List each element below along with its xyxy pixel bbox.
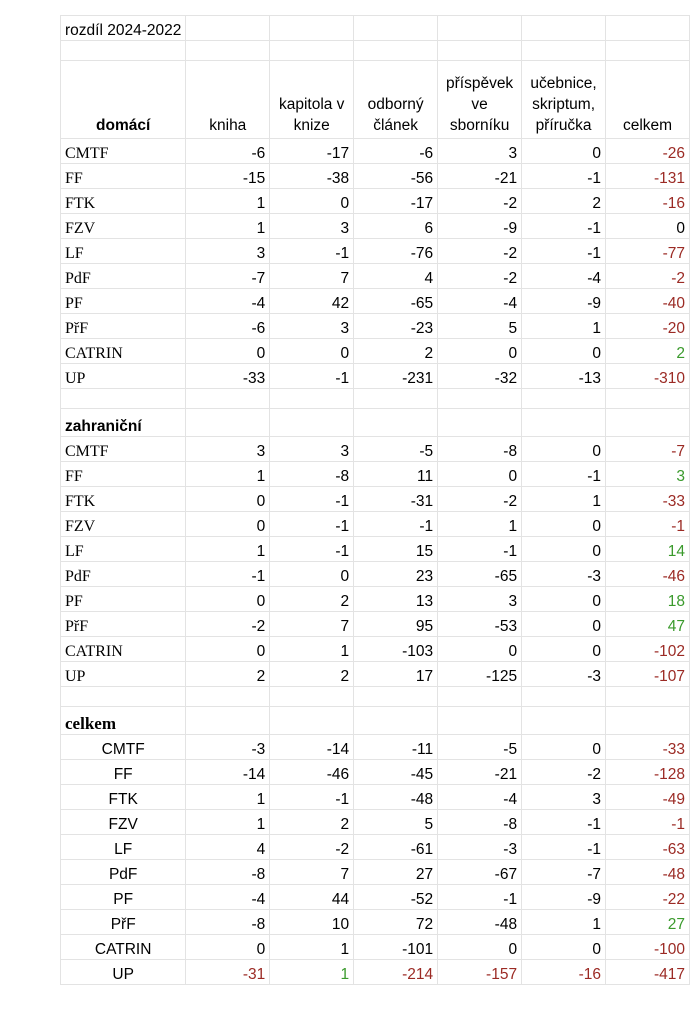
table-row <box>61 487 690 512</box>
column-header-textbook: učebnice, skriptum, příručka <box>522 61 606 139</box>
table-row <box>61 562 690 587</box>
value-cell: -53 <box>438 612 522 637</box>
value-cell: 0 <box>270 339 354 364</box>
value-cell: -101 <box>354 935 438 960</box>
row-label: FZV <box>61 512 186 537</box>
value-cell: -2 <box>270 835 354 860</box>
value-cell: -48 <box>354 785 438 810</box>
value-cell: 0 <box>438 637 522 662</box>
row-label: FF <box>61 462 186 487</box>
section-heading-foreign: zahraniční <box>61 409 186 437</box>
value-cell: -4 <box>438 785 522 810</box>
value-cell: -46 <box>270 760 354 785</box>
value-cell: 1 <box>270 960 354 985</box>
column-header-book: kniha <box>186 61 270 139</box>
value-cell: 1 <box>522 314 606 339</box>
total-cell: -49 <box>606 785 690 810</box>
table-row <box>61 512 690 537</box>
table-row <box>61 960 690 985</box>
value-cell: 1 <box>186 214 270 239</box>
total-cell: -128 <box>606 760 690 785</box>
row-label: CATRIN <box>61 637 186 662</box>
value-cell: 0 <box>438 462 522 487</box>
value-cell: -231 <box>354 364 438 389</box>
table-row <box>61 437 690 462</box>
value-cell: -8 <box>438 810 522 835</box>
value-cell: 1 <box>186 189 270 214</box>
total-cell: -7 <box>606 437 690 462</box>
sheet-title: rozdíl 2024-2022 <box>61 16 186 41</box>
row-label: CMTF <box>61 139 186 164</box>
total-cell: -1 <box>606 810 690 835</box>
value-cell: -3 <box>522 562 606 587</box>
value-cell: 1 <box>186 462 270 487</box>
value-cell: -6 <box>186 314 270 339</box>
value-cell: 1 <box>186 810 270 835</box>
value-cell: 4 <box>186 835 270 860</box>
total-cell: -22 <box>606 885 690 910</box>
value-cell: -9 <box>522 885 606 910</box>
value-cell: -5 <box>438 735 522 760</box>
value-cell: -1 <box>270 785 354 810</box>
total-cell: -100 <box>606 935 690 960</box>
total-cell: -46 <box>606 562 690 587</box>
column-header-book-chapter: kapitola v knize <box>270 61 354 139</box>
table-row <box>61 612 690 637</box>
value-cell: 44 <box>270 885 354 910</box>
row-label: UP <box>61 960 186 985</box>
value-cell: 1 <box>186 785 270 810</box>
value-cell: -31 <box>186 960 270 985</box>
value-cell: 0 <box>522 437 606 462</box>
value-cell: -1 <box>354 512 438 537</box>
value-cell: -2 <box>438 239 522 264</box>
value-cell: 17 <box>354 662 438 687</box>
row-label: PřF <box>61 612 186 637</box>
value-cell: -1 <box>270 487 354 512</box>
value-cell: -5 <box>354 437 438 462</box>
value-cell: 0 <box>522 139 606 164</box>
table-row <box>61 935 690 960</box>
value-cell: -2 <box>186 612 270 637</box>
value-cell: 2 <box>270 587 354 612</box>
total-cell: -16 <box>606 189 690 214</box>
value-cell: 1 <box>270 935 354 960</box>
value-cell: 2 <box>270 810 354 835</box>
value-cell: -1 <box>522 214 606 239</box>
total-cell: 14 <box>606 537 690 562</box>
row-label: PdF <box>61 860 186 885</box>
table-row <box>61 885 690 910</box>
table-row <box>61 637 690 662</box>
value-cell: 3 <box>186 437 270 462</box>
value-cell: 11 <box>354 462 438 487</box>
total-cell: -33 <box>606 487 690 512</box>
spacer-row <box>61 41 690 61</box>
value-cell: -52 <box>354 885 438 910</box>
value-cell: 7 <box>270 264 354 289</box>
table-row <box>61 314 690 339</box>
value-cell: 7 <box>270 612 354 637</box>
value-cell: 0 <box>522 587 606 612</box>
value-cell: -1 <box>186 562 270 587</box>
value-cell: 95 <box>354 612 438 637</box>
total-cell: 27 <box>606 910 690 935</box>
total-cell: -417 <box>606 960 690 985</box>
value-cell: -1 <box>270 364 354 389</box>
value-cell: 3 <box>270 314 354 339</box>
total-cell: 18 <box>606 587 690 612</box>
row-label: PF <box>61 289 186 314</box>
value-cell: 10 <box>270 910 354 935</box>
row-label: CATRIN <box>61 935 186 960</box>
row-label: FF <box>61 164 186 189</box>
row-label: LF <box>61 537 186 562</box>
spacer-row <box>61 687 690 707</box>
value-cell: 0 <box>270 562 354 587</box>
table-row <box>61 264 690 289</box>
total-cell: -20 <box>606 314 690 339</box>
row-label: LF <box>61 835 186 860</box>
section-heading-row <box>61 409 690 437</box>
row-label: FZV <box>61 214 186 239</box>
value-cell: -1 <box>270 537 354 562</box>
value-cell: -1 <box>270 239 354 264</box>
table-row <box>61 835 690 860</box>
value-cell: 4 <box>354 264 438 289</box>
value-cell: -125 <box>438 662 522 687</box>
table-row <box>61 785 690 810</box>
value-cell: -1 <box>522 164 606 189</box>
value-cell: 0 <box>186 339 270 364</box>
row-label: FTK <box>61 785 186 810</box>
total-cell: -310 <box>606 364 690 389</box>
value-cell: -32 <box>438 364 522 389</box>
spacer-row <box>61 389 690 409</box>
value-cell: -6 <box>186 139 270 164</box>
table-row <box>61 289 690 314</box>
total-cell: 3 <box>606 462 690 487</box>
value-cell: 0 <box>522 537 606 562</box>
total-cell: -77 <box>606 239 690 264</box>
value-cell: 1 <box>522 910 606 935</box>
value-cell: -7 <box>186 264 270 289</box>
value-cell: -14 <box>186 760 270 785</box>
row-label: UP <box>61 364 186 389</box>
value-cell: 0 <box>522 612 606 637</box>
total-cell: -26 <box>606 139 690 164</box>
row-label: FF <box>61 760 186 785</box>
value-cell: 0 <box>186 637 270 662</box>
value-cell: -31 <box>354 487 438 512</box>
row-label: FTK <box>61 487 186 512</box>
value-cell: 0 <box>438 935 522 960</box>
value-cell: 1 <box>186 537 270 562</box>
value-cell: -3 <box>438 835 522 860</box>
value-cell: 5 <box>354 810 438 835</box>
value-cell: -16 <box>522 960 606 985</box>
total-cell: -107 <box>606 662 690 687</box>
value-cell: -65 <box>438 562 522 587</box>
value-cell: 72 <box>354 910 438 935</box>
table-row <box>61 189 690 214</box>
value-cell: 6 <box>354 214 438 239</box>
value-cell: 1 <box>522 487 606 512</box>
value-cell: -17 <box>354 189 438 214</box>
value-cell: -65 <box>354 289 438 314</box>
value-cell: 0 <box>522 339 606 364</box>
row-label: PdF <box>61 264 186 289</box>
value-cell: -2 <box>522 760 606 785</box>
value-cell: 27 <box>354 860 438 885</box>
total-cell: -1 <box>606 512 690 537</box>
total-cell: 2 <box>606 339 690 364</box>
value-cell: -157 <box>438 960 522 985</box>
table-row <box>61 760 690 785</box>
value-cell: 0 <box>270 189 354 214</box>
value-cell: 23 <box>354 562 438 587</box>
value-cell: -4 <box>186 289 270 314</box>
value-cell: -56 <box>354 164 438 189</box>
section-heading-domestic: domácí <box>61 61 186 139</box>
value-cell: -6 <box>354 139 438 164</box>
value-cell: -2 <box>438 189 522 214</box>
table-row <box>61 735 690 760</box>
value-cell: -45 <box>354 760 438 785</box>
value-cell: 3 <box>270 437 354 462</box>
table-row <box>61 910 690 935</box>
total-cell: -33 <box>606 735 690 760</box>
value-cell: -4 <box>522 264 606 289</box>
value-cell: 2 <box>186 662 270 687</box>
row-label: FZV <box>61 810 186 835</box>
value-cell: -1 <box>270 512 354 537</box>
value-cell: -1 <box>522 835 606 860</box>
column-header-article: odborný článek <box>354 61 438 139</box>
row-label: PřF <box>61 910 186 935</box>
row-label: PF <box>61 587 186 612</box>
value-cell: 0 <box>186 935 270 960</box>
value-cell: -1 <box>522 462 606 487</box>
column-header-proceedings: příspěvek ve sborníku <box>438 61 522 139</box>
value-cell: 0 <box>522 637 606 662</box>
value-cell: -76 <box>354 239 438 264</box>
value-cell: -67 <box>438 860 522 885</box>
value-cell: -8 <box>186 910 270 935</box>
value-cell: -23 <box>354 314 438 339</box>
value-cell: 0 <box>522 735 606 760</box>
value-cell: 2 <box>522 189 606 214</box>
value-cell: 3 <box>438 139 522 164</box>
value-cell: -3 <box>522 662 606 687</box>
value-cell: 7 <box>270 860 354 885</box>
table-row <box>61 810 690 835</box>
row-label: CATRIN <box>61 339 186 364</box>
value-cell: -8 <box>186 860 270 885</box>
total-cell: 47 <box>606 612 690 637</box>
value-cell: 0 <box>186 587 270 612</box>
value-cell: 2 <box>354 339 438 364</box>
table-row <box>61 587 690 612</box>
value-cell: 2 <box>270 662 354 687</box>
header-row <box>61 61 690 139</box>
value-cell: 1 <box>270 637 354 662</box>
value-cell: -2 <box>438 487 522 512</box>
value-cell: -21 <box>438 760 522 785</box>
table-row <box>61 462 690 487</box>
value-cell: 42 <box>270 289 354 314</box>
value-cell: -33 <box>186 364 270 389</box>
value-cell: -2 <box>438 264 522 289</box>
table-row <box>61 860 690 885</box>
total-cell: -48 <box>606 860 690 885</box>
value-cell: -1 <box>438 885 522 910</box>
value-cell: -38 <box>270 164 354 189</box>
difference-table <box>60 15 690 985</box>
total-cell: -40 <box>606 289 690 314</box>
row-label: CMTF <box>61 735 186 760</box>
value-cell: -4 <box>438 289 522 314</box>
value-cell: -214 <box>354 960 438 985</box>
value-cell: 3 <box>522 785 606 810</box>
value-cell: -13 <box>522 364 606 389</box>
value-cell: 0 <box>438 339 522 364</box>
row-label: PF <box>61 885 186 910</box>
value-cell: -9 <box>522 289 606 314</box>
value-cell: 3 <box>438 587 522 612</box>
section-heading-row <box>61 707 690 735</box>
value-cell: 0 <box>186 487 270 512</box>
value-cell: -1 <box>522 239 606 264</box>
table-row <box>61 662 690 687</box>
value-cell: 13 <box>354 587 438 612</box>
value-cell: -8 <box>438 437 522 462</box>
total-cell: 0 <box>606 214 690 239</box>
value-cell: -11 <box>354 735 438 760</box>
value-cell: -1 <box>522 810 606 835</box>
value-cell: 15 <box>354 537 438 562</box>
section-heading-total: celkem <box>61 707 186 735</box>
table-row <box>61 537 690 562</box>
value-cell: -61 <box>354 835 438 860</box>
value-cell: 3 <box>186 239 270 264</box>
total-cell: -102 <box>606 637 690 662</box>
row-label: UP <box>61 662 186 687</box>
value-cell: -7 <box>522 860 606 885</box>
value-cell: 0 <box>522 935 606 960</box>
value-cell: 0 <box>522 512 606 537</box>
value-cell: -9 <box>438 214 522 239</box>
value-cell: -17 <box>270 139 354 164</box>
table-row <box>61 164 690 189</box>
row-label: PdF <box>61 562 186 587</box>
table-row <box>61 239 690 264</box>
title-row <box>61 16 690 41</box>
value-cell: -4 <box>186 885 270 910</box>
total-cell: -2 <box>606 264 690 289</box>
table-row <box>61 139 690 164</box>
table-row <box>61 339 690 364</box>
value-cell: -1 <box>438 537 522 562</box>
row-label: PřF <box>61 314 186 339</box>
value-cell: 1 <box>438 512 522 537</box>
column-header-total: celkem <box>606 61 690 139</box>
value-cell: -21 <box>438 164 522 189</box>
row-label: FTK <box>61 189 186 214</box>
row-label: LF <box>61 239 186 264</box>
value-cell: -103 <box>354 637 438 662</box>
value-cell: -3 <box>186 735 270 760</box>
value-cell: -15 <box>186 164 270 189</box>
value-cell: -8 <box>270 462 354 487</box>
total-cell: -63 <box>606 835 690 860</box>
value-cell: 0 <box>186 512 270 537</box>
value-cell: -14 <box>270 735 354 760</box>
value-cell: 5 <box>438 314 522 339</box>
value-cell: 3 <box>270 214 354 239</box>
row-label: CMTF <box>61 437 186 462</box>
total-cell: -131 <box>606 164 690 189</box>
value-cell: -48 <box>438 910 522 935</box>
table-row <box>61 214 690 239</box>
table-row <box>61 364 690 389</box>
